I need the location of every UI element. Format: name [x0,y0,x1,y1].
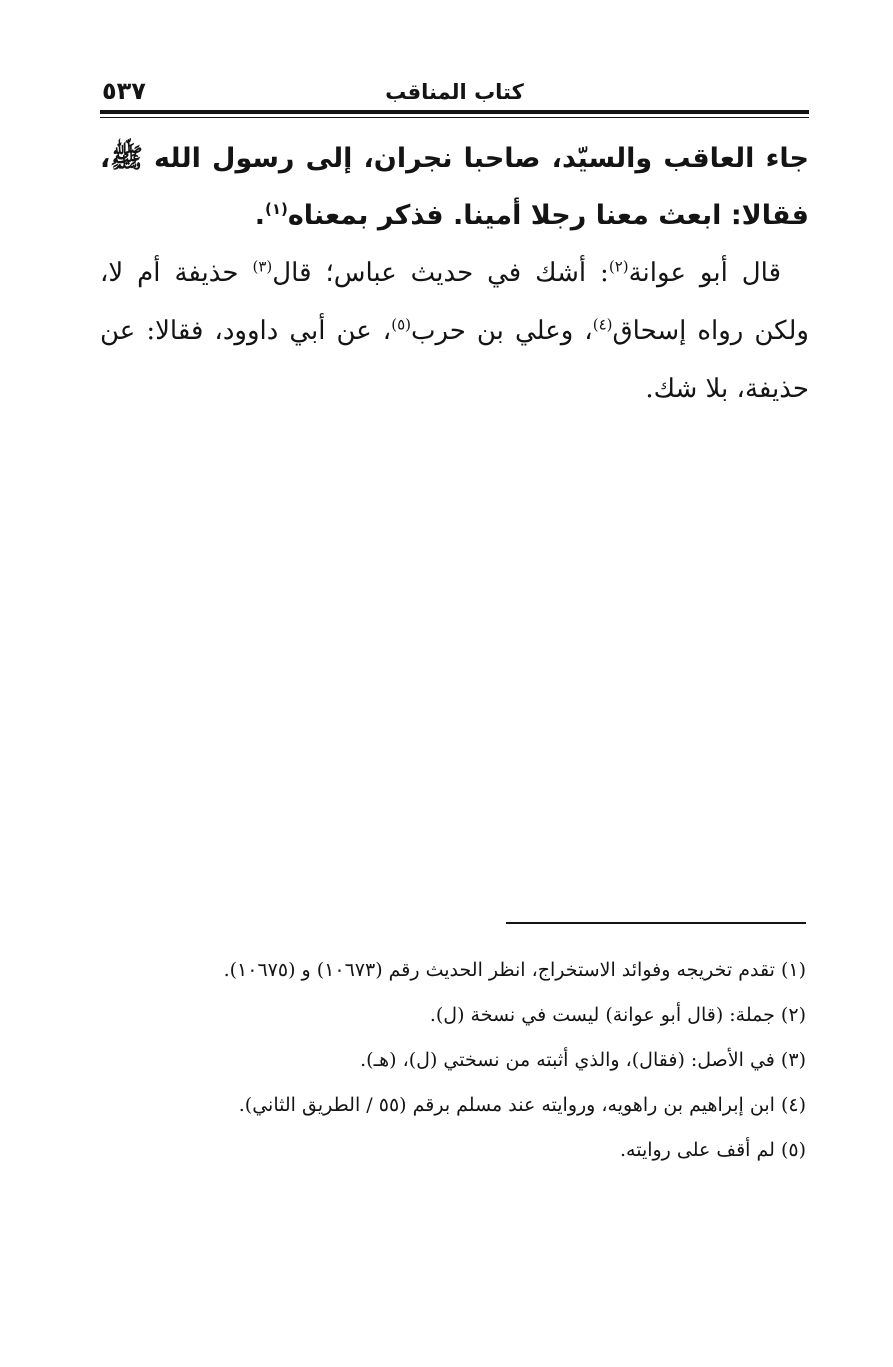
page-number: ٥٣٧ [102,77,146,105]
footnote-ref-2: (٢) [608,257,629,276]
commentary-part-3: حذيفة أم لا، ولكن رواه إسحاق [100,258,809,346]
footnote-ref-4: (٤) [592,315,613,334]
header-rule-thick [100,110,809,114]
commentary-part-1: قال أبو عوانة [628,258,781,288]
running-title: كتاب المناقب [385,80,524,104]
commentary-part-2: : أشك في حديث عباس؛ قال [272,258,609,288]
hadith-paragraph [100,130,809,244]
footnote-4: (٤) ابن إبراهيم بن راهويه، وروايته عند مسلم برقم (٥٥ / الطريق الثاني). [238,1094,806,1116]
main-text [100,130,809,418]
commentary-part-4: ، وعلي بن حرب [410,316,593,346]
footnote-5: (٥) لم أقف على روايته. [619,1139,806,1161]
footnote-ref-1: (١) [264,200,288,218]
commentary-part-5: ، عن أبي داوود، فقالا: عن حذيفة، بلا شك. [100,316,809,404]
header-rule-thin [100,117,809,118]
footnote-2: (٢) جملة: (قال أبو عوانة) ليست في نسخة (ل). [429,1004,806,1026]
footnote-ref-5: (٥) [391,315,411,334]
footnote-3: (٣) في الأصل: (فقال)، والذي أثبته من نسختي (ل)، (هـ). [360,1049,806,1071]
footnotes [100,948,806,1173]
hadith-text: جاء العاقب والسيّد، صاحبا نجران، إلى رسول الله ﷺ، فقالا: ابعث معنا رجلا أمينا. فذكر بمعناه [100,143,809,231]
footnote-separator [506,922,806,924]
footnote-1: (١) تقدم تخريجه وفوائد الاستخراج، انظر الحديث رقم (١٠٦٧٣) و (١٠٦٧٥). [223,959,806,981]
footnote-ref-3: (٣) [252,257,273,276]
page-header [100,68,809,112]
hadith-end: . [254,200,265,231]
commentary-paragraph [100,244,809,418]
